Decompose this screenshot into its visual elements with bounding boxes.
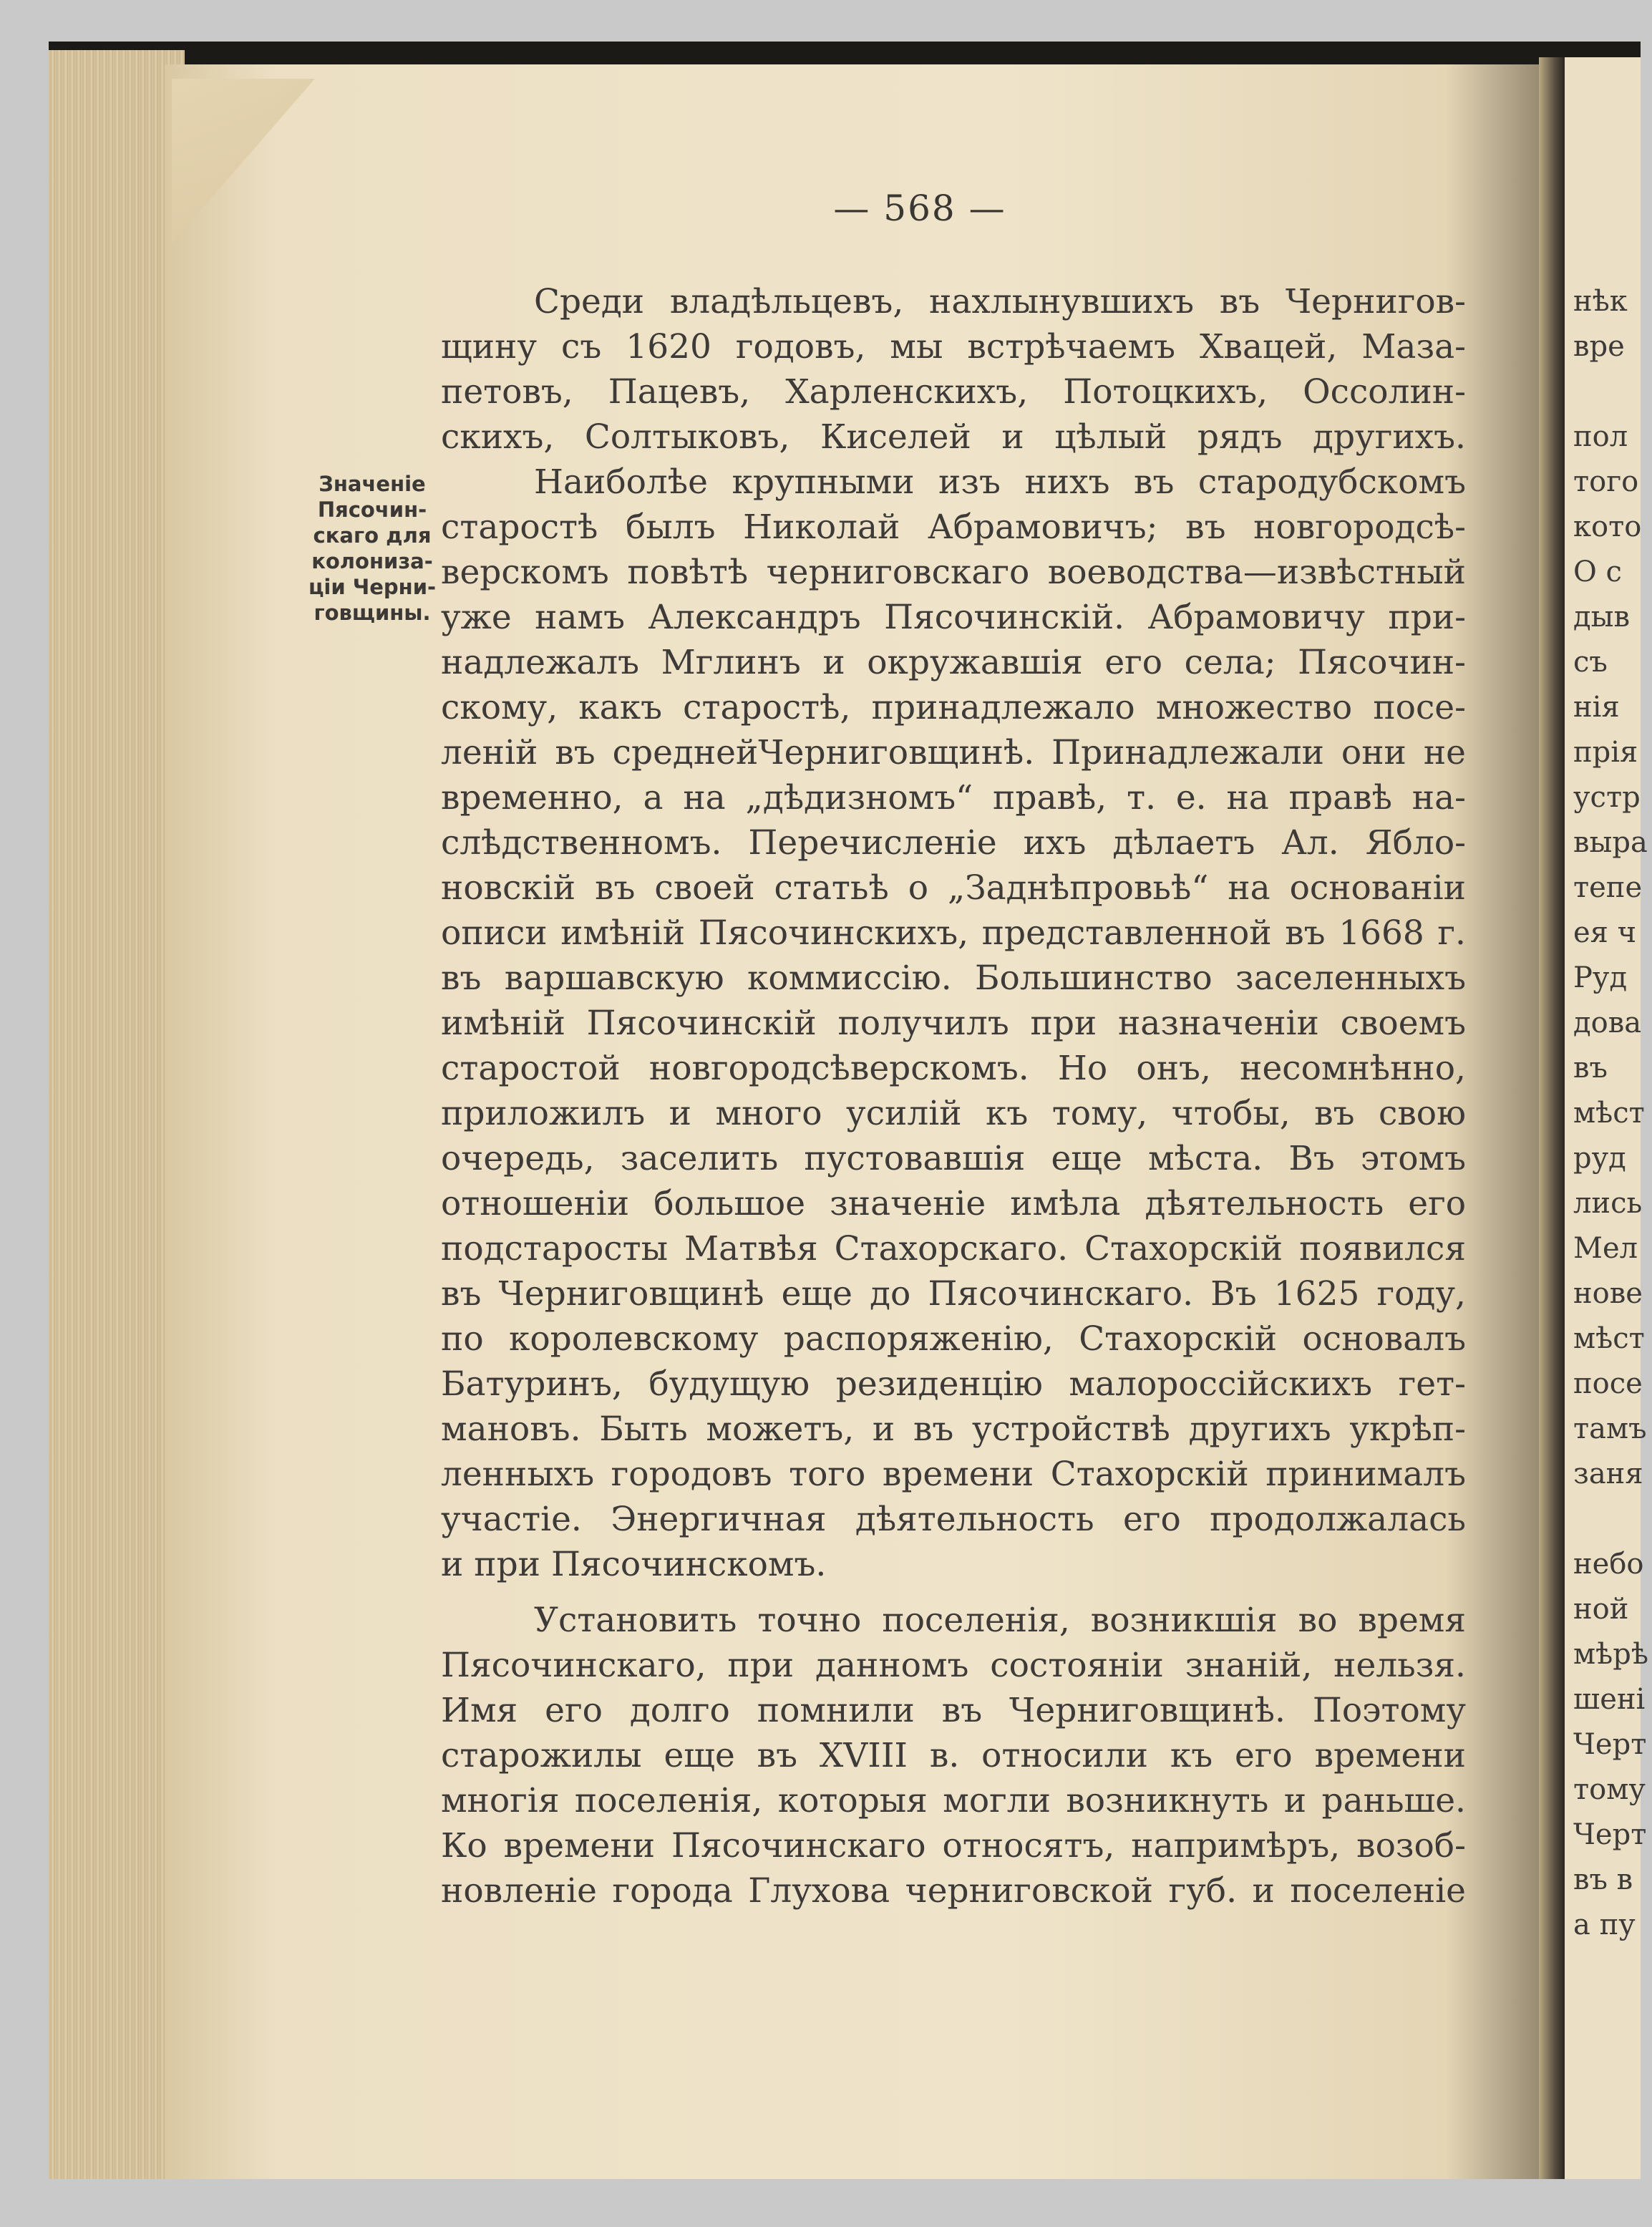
facing-line: кото (1573, 510, 1642, 543)
text-line: въ Черниговщинѣ еще до Пясочинскаго. Въ 1625 году, (441, 1274, 1466, 1314)
facing-line: пол (1573, 420, 1628, 453)
text-line: имѣній Пясочинскій получилъ при назначеніи своемъ (441, 1004, 1466, 1043)
margin-note-line: ціи Черни- (308, 575, 437, 599)
facing-line: выра (1573, 826, 1648, 859)
book-gutter (1539, 57, 1565, 2179)
text-line: новленіе города Глухова черниговской губ. и поселеніе (441, 1871, 1466, 1911)
facing-page-text (1573, 279, 1652, 1948)
text-line: ленныхъ городовъ того времени Стахорскій принималъ (441, 1455, 1466, 1494)
text-line: леній въ среднейЧерниговщинѣ. Принадлежали они не (441, 733, 1466, 772)
text-line: слѣдственномъ. Перечисленіе ихъ дѣлаетъ Ал. Ябло- (441, 823, 1466, 863)
facing-line: нія (1573, 691, 1620, 724)
text-line: многія поселенія, которыя могли возникнуть и раньше. (441, 1781, 1466, 1820)
text-line: Пясочинскаго, при данномъ состояніи знаній, нельзя. (441, 1646, 1466, 1685)
facing-line: лись (1573, 1187, 1643, 1220)
facing-line: вре (1573, 330, 1625, 363)
facing-line: посе (1573, 1367, 1643, 1400)
facing-line: Мел (1573, 1232, 1638, 1265)
text-line: скому, какъ старостѣ, принадлежало множество посе- (441, 688, 1466, 727)
text-line: Батуринъ, будущую резиденцію малороссійскихъ гет- (441, 1364, 1466, 1404)
text-line: Установить точно поселенія, возникшія во время (534, 1601, 1466, 1640)
text-line: щину съ 1620 годовъ, мы встрѣчаемъ Хвацей, Маза- (441, 327, 1466, 367)
text-line: очередь, заселить пустовавшія еще мѣста. Въ этомъ (441, 1139, 1466, 1178)
facing-line (1573, 1497, 1652, 1542)
margin-note-line: говщины. (314, 601, 431, 625)
text-line: по королевскому распоряженію, Стахорскій основалъ (441, 1319, 1466, 1359)
facing-line: Черт (1573, 1728, 1647, 1761)
facing-line: въ (1573, 1052, 1608, 1085)
text-line: Среди владѣльцевъ, нахлынувшихъ въ Чернигов- (534, 282, 1466, 321)
margin-note-line: Значеніе (319, 472, 426, 496)
facing-line: руд (1573, 1142, 1626, 1175)
text-line: временно, а на „дѣдизномъ“ правѣ, т. е. на правѣ на- (441, 778, 1466, 817)
margin-note-line: скаго для (313, 523, 432, 548)
text-line: описи имѣній Пясочинскихъ, представленной въ 1668 г. (441, 913, 1466, 953)
facing-line: а пу (1573, 1908, 1636, 1941)
text-line: верскомъ повѣтѣ черниговскаго воеводства—извѣстный (441, 553, 1466, 592)
text-line: мановъ. Быть можетъ, и въ устройствѣ другихъ укрѣп- (441, 1410, 1466, 1449)
text-line: подстаросты Матвѣя Стахорскаго. Стахорскій появился (441, 1229, 1466, 1268)
facing-line: нѣк (1573, 285, 1628, 318)
facing-line: Руд (1573, 961, 1628, 994)
text-line: старожилы еще въ XVIII в. относили къ его времени (441, 1736, 1466, 1775)
facing-line: тепе (1573, 871, 1643, 904)
facing-line: О с (1573, 555, 1622, 588)
text-line: Имя его долго помнили въ Черниговщинѣ. Поэтому (441, 1691, 1466, 1730)
facing-line: тамъ (1573, 1412, 1647, 1445)
text-line: старостой новгородсѣверскомъ. Но онъ, несомнѣнно, (441, 1049, 1466, 1088)
facing-line: мѣрѣ (1573, 1638, 1648, 1671)
facing-line: мѣст (1573, 1322, 1645, 1355)
text-line: новскій въ своей статьѣ о „Заднѣпровьѣ“ на основаніи (441, 868, 1466, 908)
text-line: приложилъ и много усилій къ тому, чтобы, въ свою (441, 1094, 1466, 1133)
facing-line: ной (1573, 1593, 1629, 1626)
text-line: старостѣ былъ Николай Абрамовичъ; въ новгородсѣ- (441, 508, 1466, 547)
facing-line: съ (1573, 646, 1608, 679)
facing-line: тому (1573, 1773, 1646, 1806)
facing-line: устр (1573, 781, 1641, 814)
facing-line: того (1573, 465, 1639, 498)
margin-note (308, 471, 437, 626)
body-text (441, 279, 1466, 1913)
text-line: въ варшавскую коммиссію. Большинство заселенныхъ (441, 959, 1466, 998)
page-number: — 568 — (833, 188, 1006, 229)
margin-note-line: Пясочин- (317, 498, 427, 522)
text-line: Ко времени Пясочинскаго относятъ, напримѣръ, возоб- (441, 1826, 1466, 1865)
text-line: петовъ, Пацевъ, Харленскихъ, Потоцкихъ, Оссолин- (441, 372, 1466, 412)
paragraph-gap (441, 1587, 1466, 1598)
text-line: и при Пясочинскомъ. (441, 1545, 827, 1584)
facing-line: ея ч (1573, 916, 1637, 949)
facing-line: нове (1573, 1277, 1643, 1310)
text-line: уже намъ Александръ Пясочинскій. Абрамовичу при- (441, 598, 1466, 637)
text-line: отношеніи большое значеніе имѣла дѣятельность его (441, 1184, 1466, 1223)
facing-line: заня (1573, 1457, 1643, 1490)
margin-note-line: колониза- (311, 549, 433, 573)
text-line: Наиболѣе крупными изъ нихъ въ стародубскомъ (534, 462, 1466, 502)
facing-line: шені (1573, 1683, 1646, 1716)
facing-line: прія (1573, 736, 1638, 769)
text-line: надлежалъ Мглинъ и окружавшія его села; Пясочин- (441, 643, 1466, 682)
facing-line: дова (1573, 1006, 1642, 1039)
facing-line (1573, 369, 1652, 414)
facing-line: Черт (1573, 1818, 1647, 1851)
facing-line: мѣст (1573, 1097, 1645, 1130)
facing-line: небо (1573, 1548, 1644, 1581)
facing-line: въ в (1573, 1863, 1633, 1896)
text-line: скихъ, Солтыковъ, Киселей и цѣлый рядъ другихъ. (441, 417, 1466, 457)
facing-line: дыв (1573, 601, 1630, 634)
text-line: участіе. Энергичная дѣятельность его продолжалась (441, 1500, 1466, 1539)
